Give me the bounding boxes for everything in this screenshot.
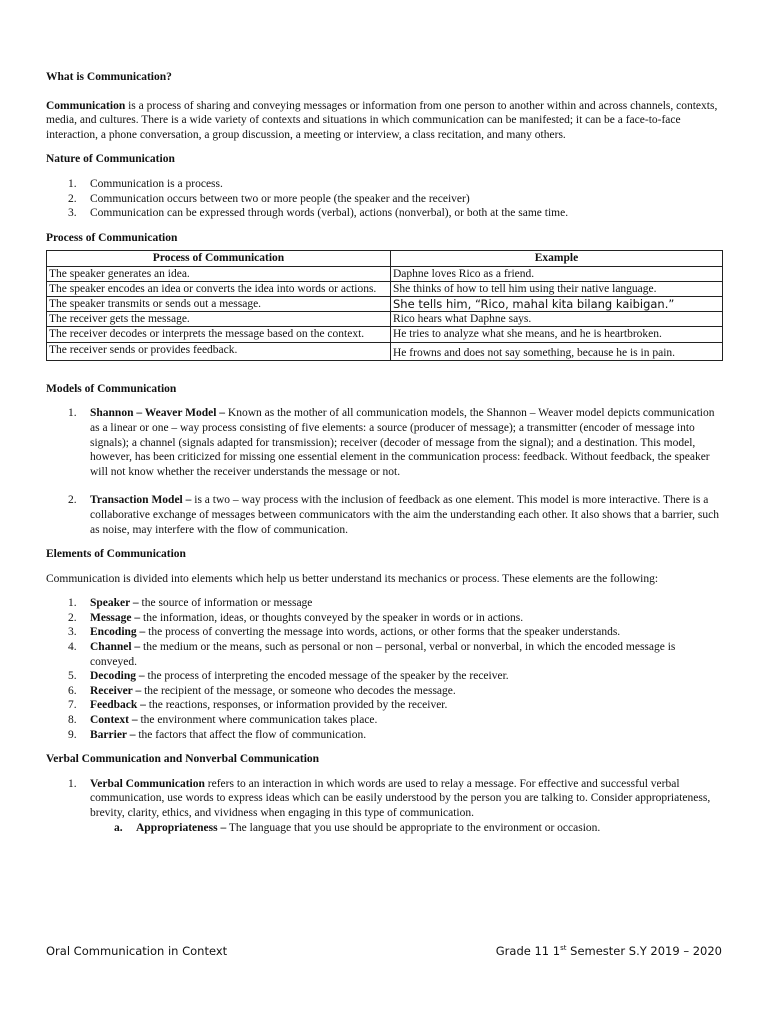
list-item: 7. Feedback – the reactions, responses, or information provided by the receiver. [68,699,448,712]
list-item: 5. Decoding – the process of interpreting the encoded message of the speaker by the receiver. [68,670,509,683]
sub-list-item: a. Appropriateness – The language that you use should be appropriate to the environment or occasion. [114,821,601,834]
nature-list [46,177,722,221]
list-item: 8. Context – the environment where communication takes place. [68,714,378,727]
elements-intro: Communication is divided into elements which help us better understand its mechanics or process. These elements are the following: [46,572,659,585]
column-header-process: Process of Communication [47,251,391,266]
table-row: The receiver decodes or interprets the message based on the context. He tries to analyze what she means, and he is heartbroken. [47,327,723,342]
list-item: 6. Receiver – the recipient of the message, or someone who decodes the message. [68,684,456,697]
list-item: 4. Channel – the medium or the means, such as personal or non – personal, verbal or nonverbal, in which the encoded message is conveyed. [68,641,676,668]
heading-what-is-communication: What is Communication? [46,71,172,83]
heading-process-of-communication: Process of Communication [46,231,178,244]
table-row: The receiver gets the message. Rico hears what Daphne says. [47,312,723,327]
table-row: The speaker encodes an idea or converts the idea into words or actions. She thinks of how to tell him using their native language. [47,281,723,296]
paragraph-definition [46,99,722,143]
heading-verbal-nonverbal: Verbal Communication and Nonverbal Communication [46,753,320,766]
list-item: 3. Communication can be expressed through words (verbal), actions (nonverbal), or both at the same time. [68,207,569,220]
column-header-example: Example [391,251,723,266]
term-communication: Communication [46,99,126,112]
list-item: 2. Transaction Model – is a two – way process with the inclusion of feedback as one element. This model is more interactive. There is a collaborative exchange of messages between communicators with the aim the understanding each other. It also shows that a barrier, such as noise, may interfere with the flow of communication. [68,494,719,536]
list-item: 1. Verbal Communication refers to an interaction in which words are used to relay a message. For effective and successful verbal communication, use words to express ideas which can be easily understood by the person you are talking to. Consider appropriateness, brevity, clarity, ethics, and vividness when engaging in this type of communication. [68,777,711,820]
table-row: The speaker transmits or sends out a message. She tells him, “Rico, mahal kita bilang kaibigan.” [47,296,723,311]
table-row: The speaker generates an idea. Daphne loves Rico as a friend. [47,266,723,281]
heading-elements-of-communication: Elements of Communication [46,548,186,561]
list-item: 2. Communication occurs between two or more people (the speaker and the receiver) [68,192,470,205]
document-body [46,70,722,835]
footer-grade-semester: Grade 11 1st Semester S.Y 2019 – 2020 [495,944,722,958]
list-item: 1. Shannon – Weaver Model – Known as the mother of all communication models, the Shannon – Weaver model depicts communication as a linear or one – way process consisting of five elements: a source (producer of message); a transmitter (encoder of message into signals); a channel (signals adapted for transmission); receiver (decoder of message from the signal); and a destination. This model, however, has been criticized for missing one essential element in the communication process: feedback. Without feedback, the speaker will not know whether the receiver understands the message or not. [68,407,715,478]
footer-course-title: Oral Communication in Context [46,944,228,958]
verbal-list [46,777,722,821]
heading-models-of-communication: Models of Communication [46,382,177,395]
definition-text: is a process of sharing and conveying messages or information from one person to another within and across channels, contexts, media, and cultures. There is a wide variety of contexts and situations in which communication can be manifested; it can be a face-to-face interaction, a phone conversation, a group discussion, a meeting or interview, a class recitation, and many others. [46,99,718,141]
list-item: 2. Message – the information, ideas, or thoughts conveyed by the speaker in words or in actions. [68,611,524,624]
table-header-row [47,251,723,266]
models-list [46,406,722,537]
list-item: 1. Communication is a process. [68,177,223,190]
process-table [46,250,723,360]
list-item: 9. Barrier – the factors that affect the flow of communication. [68,728,367,741]
list-item: 1. Speaker – the source of information or message [68,597,313,610]
heading-nature-of-communication: Nature of Communication [46,153,175,166]
table-row: The receiver sends or provides feedback. He frowns and does not say something, because he is in pain. [47,342,723,360]
elements-list [46,596,722,742]
list-item: 3. Encoding – the process of converting the message into words, actions, or other forms that the speaker understands. [68,626,621,639]
